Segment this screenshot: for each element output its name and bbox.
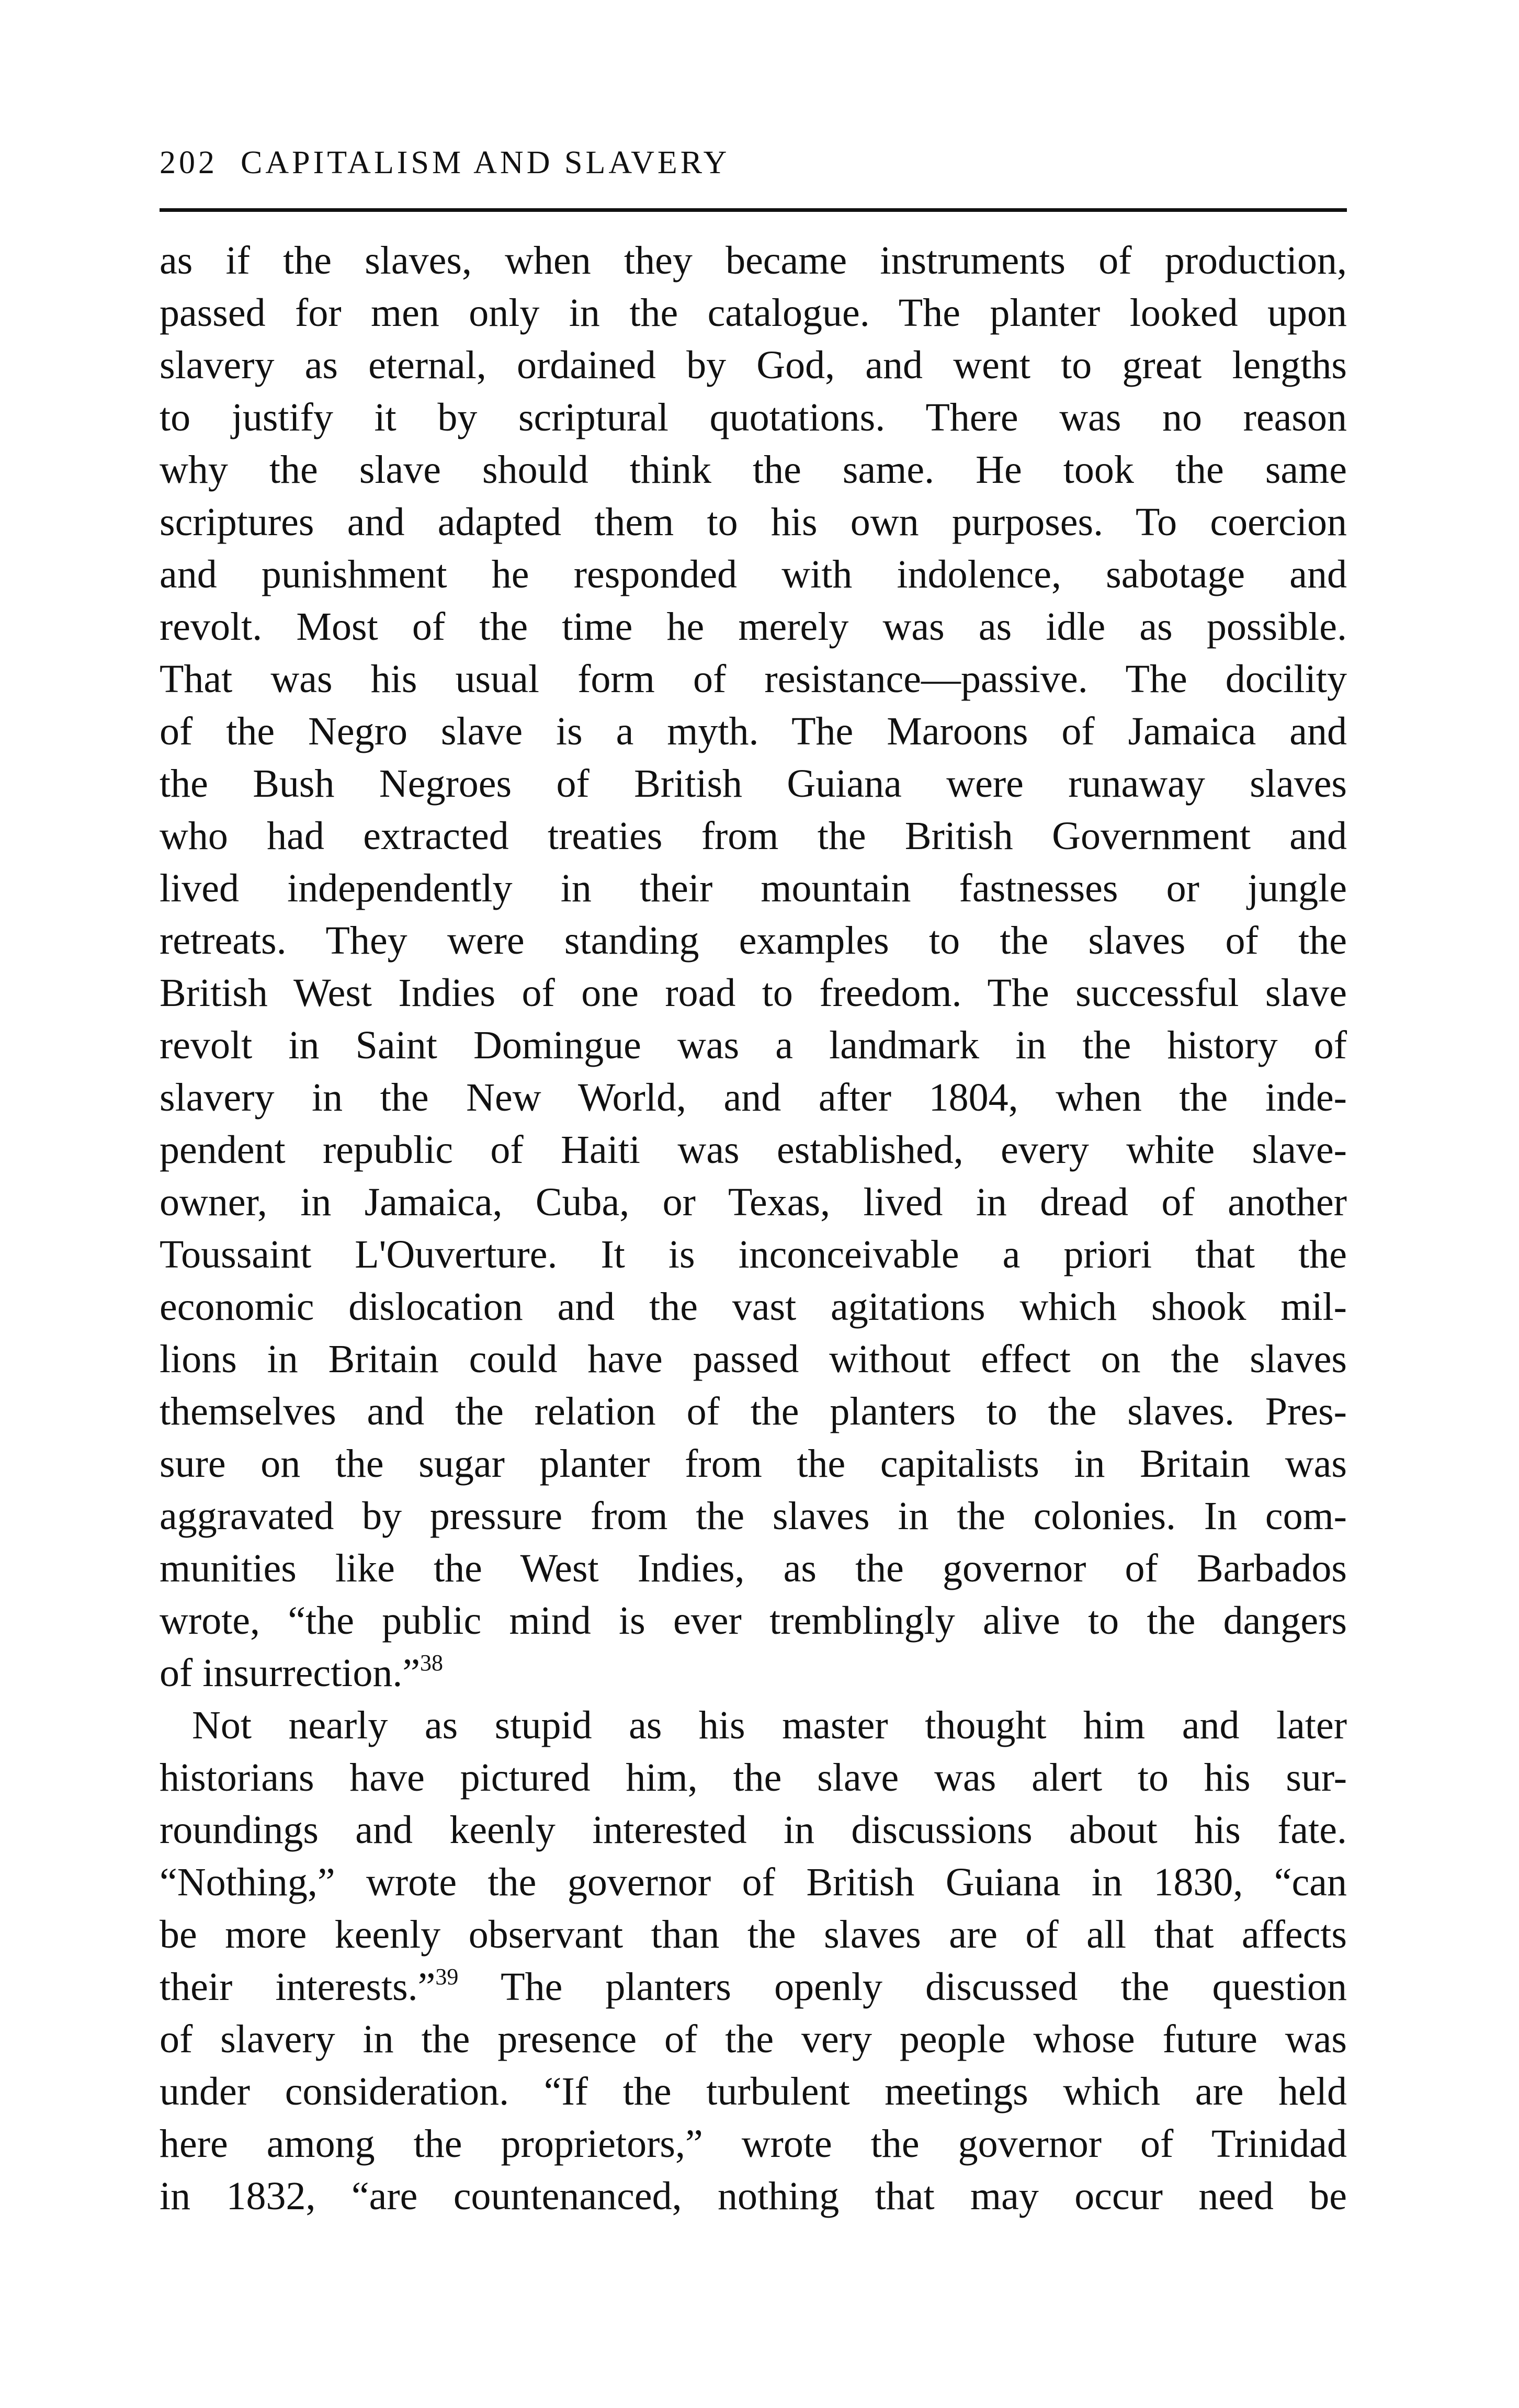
paragraph (160, 234, 1347, 1699)
text-line: retreats. They were standing examples to the slaves of the (160, 919, 1347, 963)
running-head (160, 146, 1347, 179)
running-title: CAPITALISM AND SLAVERY (241, 145, 730, 180)
text-line: economic dislocation and the vast agitations which shook mil- (160, 1285, 1347, 1329)
text-line: under consideration. “If the turbulent meetings which are held (160, 2070, 1347, 2113)
text-line: “Nothing,” wrote the governor of British Guiana in 1830, “can (160, 1860, 1347, 1904)
text-line-content: of insurrection.” (160, 1651, 421, 1695)
text-line: passed for men only in the catalogue. The planter looked upon (160, 291, 1347, 335)
text-line: as if the slaves, when they became instruments of production, (160, 239, 1347, 282)
text-line: aggravated by pressure from the slaves in the colonies. In com- (160, 1494, 1347, 1538)
text-line: owner, in Jamaica, Cuba, or Texas, lived in dread of another (160, 1180, 1347, 1224)
text-line (160, 1647, 1347, 1699)
page-number: 202 (160, 145, 218, 180)
text-line: here among the proprietors,” wrote the governor of Trinidad (160, 2122, 1347, 2166)
text-line: Toussaint L'Ouverture. It is inconceivable a priori that the (160, 1233, 1347, 1276)
text-line-content: their interests.” (160, 1965, 436, 2009)
text-line: of the Negro slave is a myth. The Maroons of Jamaica and (160, 709, 1347, 753)
text-line: wrote, “the public mind is ever tremblingly alive to the dangers (160, 1599, 1347, 1643)
text-line: themselves and the relation of the planters to the slaves. Pres- (160, 1389, 1347, 1433)
text-line: and punishment he responded with indolence, sabotage and (160, 552, 1347, 596)
text-line: be more keenly observant than the slaves are of all that affects (160, 1913, 1347, 1957)
text-line: munities like the West Indies, as the governor of Barbados (160, 1546, 1347, 1590)
paragraph (160, 1699, 1347, 2222)
text-line: pendent republic of Haiti was established, every white slave- (160, 1128, 1347, 1172)
text-line: of slavery in the presence of the very people whose future was (160, 2017, 1347, 2061)
text-line: lived independently in their mountain fastnesses or jungle (160, 866, 1347, 910)
text-line (160, 1961, 1347, 2013)
footnote-ref-38[interactable]: 38 (420, 1650, 444, 1676)
text-line: why the slave should think the same. He took the same (160, 448, 1347, 492)
text-line: Not nearly as stupid as his master thought him and later (192, 1703, 1347, 1747)
text-line: scriptures and adapted them to his own purposes. To coercion (160, 500, 1347, 544)
text-line: historians have pictured him, the slave was alert to his sur- (160, 1756, 1347, 1800)
text-line: who had extracted treaties from the British Government and (160, 814, 1347, 858)
text-line: roundings and keenly interested in discussions about his fate. (160, 1808, 1347, 1852)
text-line: slavery as eternal, ordained by God, and went to great lengths (160, 343, 1347, 387)
text-line: slavery in the New World, and after 1804, when the inde- (160, 1076, 1347, 1120)
text-line: British West Indies of one road to freedom. The successful slave (160, 971, 1347, 1015)
header-rule (160, 208, 1347, 212)
text-line: revolt in Saint Domingue was a landmark in the history of (160, 1023, 1347, 1067)
text-line: lions in Britain could have passed without effect on the slaves (160, 1337, 1347, 1381)
text-line: the Bush Negroes of British Guiana were runaway slaves (160, 762, 1347, 806)
footnote-ref-39[interactable]: 39 (435, 1964, 459, 1989)
text-line: in 1832, “are countenanced, nothing that may occur need be (160, 2174, 1347, 2218)
text-line-content: The planters openly discussed the question (458, 1965, 1347, 2009)
text-line: sure on the sugar planter from the capitalists in Britain was (160, 1442, 1347, 1486)
text-line: to justify it by scriptural quotations. There was no reason (160, 395, 1347, 439)
text-line: revolt. Most of the time he merely was as idle as possible. (160, 605, 1347, 649)
text-line: That was his usual form of resistance—passive. The docility (160, 657, 1347, 701)
body-text (160, 234, 1347, 2222)
